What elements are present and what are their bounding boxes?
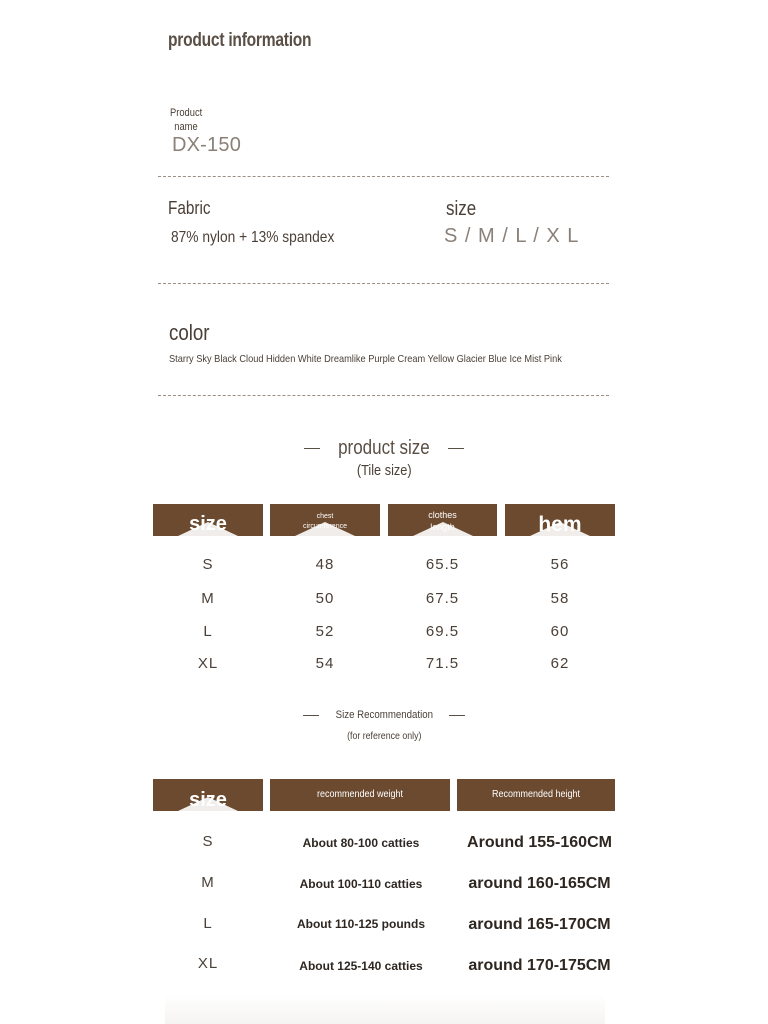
header-label: Recommended height <box>491 789 581 800</box>
dash-decoration <box>304 448 320 449</box>
header-label: recommended weight <box>316 789 404 800</box>
product-size-title-text: product size <box>338 437 430 459</box>
divider <box>158 283 609 284</box>
footer-band <box>165 995 605 1024</box>
size-label: size <box>446 198 477 220</box>
rec-size-cell: S <box>202 833 214 850</box>
color-label: color <box>169 320 210 345</box>
size-cell: M <box>201 590 215 607</box>
rec-table-header-size <box>153 779 263 811</box>
rec-table-header-weight <box>270 779 450 811</box>
product-name-label-line1: Product <box>170 107 203 119</box>
product-name-value: DX-150 <box>172 134 242 156</box>
size-table-header-size <box>153 504 263 536</box>
size-table-header-length <box>388 504 497 536</box>
rec-height-cell: around 160-165CM <box>468 875 611 892</box>
size-cell: S <box>202 556 214 573</box>
size-table-header-chest <box>270 504 380 536</box>
rec-height-cell: Around 155-160CM <box>467 834 612 851</box>
product-size-subtitle <box>0 462 768 479</box>
header-label: size <box>189 513 227 535</box>
hem-cell: 62 <box>550 655 570 672</box>
rec-size-cell: L <box>203 915 213 932</box>
fabric-label: Fabric <box>168 198 211 218</box>
length-cell: 67.5 <box>425 590 460 607</box>
length-cell: 65.5 <box>425 556 460 573</box>
header-label: chest circumference <box>303 513 347 530</box>
color-value: Starry Sky Black Cloud Hidden White Dreamlike Purple Cream Yellow Glacier Blue Ice Mist Pink <box>169 353 562 365</box>
product-size-title <box>0 437 768 460</box>
chest-cell: 50 <box>315 590 335 607</box>
recommendation-subtitle-text: (for reference only) <box>346 731 422 742</box>
rec-weight-cell: About 100-110 catties <box>299 877 423 891</box>
size-cell: L <box>203 623 213 640</box>
rec-weight-cell: About 110-125 pounds <box>296 917 426 931</box>
length-cell: 69.5 <box>425 623 460 640</box>
page-title: product information <box>168 30 312 51</box>
chest-cell: 52 <box>315 623 335 640</box>
divider <box>158 395 609 396</box>
size-value: S / M / L / X L <box>444 225 580 247</box>
size-table-header-hem <box>505 504 615 536</box>
rec-weight-cell: About 80-100 catties <box>302 836 420 850</box>
chest-cell: 54 <box>315 655 335 672</box>
chest-cell: 48 <box>315 556 335 573</box>
product-name-label <box>170 106 202 134</box>
hem-cell: 56 <box>550 556 570 573</box>
dash-decoration <box>448 448 464 449</box>
rec-size-cell: M <box>201 874 215 891</box>
hem-cell: 60 <box>550 623 570 640</box>
rec-size-cell: XL <box>197 955 219 972</box>
header-label: clothes length <box>428 510 457 532</box>
size-cell: XL <box>197 655 219 672</box>
product-size-subtitle-text: (Tile size) <box>356 462 412 479</box>
fabric-value: 87% nylon + 13% spandex <box>171 229 335 246</box>
length-cell: 71.5 <box>425 655 460 672</box>
rec-table-header-height <box>457 779 615 811</box>
rec-weight-cell: About 125-140 catties <box>299 959 423 973</box>
product-name-label-line2: name <box>174 121 198 133</box>
divider <box>158 176 609 177</box>
rec-height-cell: around 165-170CM <box>468 916 611 933</box>
rec-height-cell: around 170-175CM <box>468 957 611 974</box>
header-label: hem <box>538 513 582 536</box>
dash-decoration <box>449 715 465 716</box>
hem-cell: 58 <box>550 590 570 607</box>
dash-decoration <box>303 715 319 716</box>
header-label: size <box>189 789 227 811</box>
recommendation-title-text: Size Recommendation <box>335 709 433 721</box>
recommendation-title <box>0 709 768 721</box>
recommendation-subtitle <box>0 731 768 742</box>
